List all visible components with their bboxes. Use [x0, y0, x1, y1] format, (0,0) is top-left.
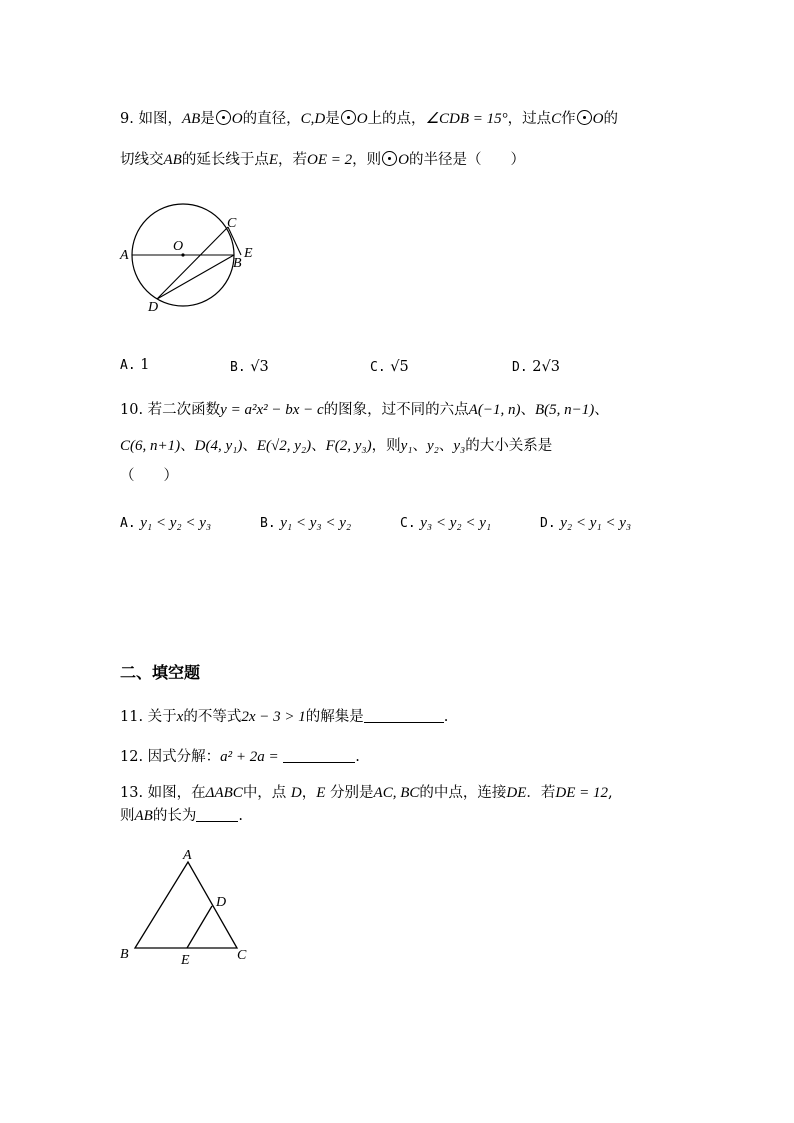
q10-text: 的图象，过不同的六点 [323, 402, 469, 418]
q11-text: 的解集是 [305, 709, 364, 725]
math-inequality: 2x − 3 > 1 [241, 709, 306, 725]
q9-option-d[interactable] [512, 357, 560, 378]
option-value: y₂ < y₁ < y₃ [560, 515, 632, 531]
q11-period: . [443, 709, 449, 725]
label-C: C [227, 216, 237, 231]
circle-dot-icon [216, 110, 231, 125]
math-O: O [231, 111, 243, 127]
q10-text: 、 [180, 438, 195, 454]
label-C: C [237, 948, 247, 963]
chord-DC [157, 227, 228, 299]
q13-triangle-figure [115, 845, 265, 970]
q12-number: 12. [120, 749, 144, 765]
q10-option-c[interactable] [400, 513, 491, 534]
q13-period: . [238, 808, 243, 824]
option-value: y₃ < y₂ < y₁ [420, 515, 492, 531]
math-DE-value: DE = 12 [555, 785, 609, 801]
q10-text: ，则 [371, 438, 401, 454]
q9-line-1 [120, 109, 618, 129]
q9-text: ，过点 [507, 111, 552, 127]
q11-number: 11. [120, 709, 144, 725]
q9-circle-figure [110, 195, 270, 320]
chord-DB [157, 255, 234, 299]
option-value: y₁ < y₂ < y₃ [140, 515, 212, 531]
math-E: E [268, 152, 278, 168]
q13-line-2 [120, 806, 243, 826]
option-value: 2√3 [532, 359, 560, 375]
q12-text: 因式分解： [147, 749, 221, 765]
math-O: O [592, 111, 604, 127]
math-y2: y₂ [427, 438, 439, 454]
q10-text: 若二次函数 [147, 402, 221, 418]
math-E: E [316, 785, 326, 801]
q10-line-2 [120, 436, 552, 456]
answer-blank[interactable] [196, 807, 238, 822]
label-E: E [181, 953, 190, 968]
q9-option-a[interactable] [120, 355, 150, 376]
math-point-D: D(4, y₁) [194, 438, 243, 454]
q9-text: 切线交 [120, 152, 164, 168]
q10-text: 、 [412, 438, 427, 454]
answer-paren: （ ） [120, 468, 178, 484]
q9-option-c[interactable] [370, 357, 409, 378]
option-label: C. [400, 516, 416, 531]
circle-dot-icon [577, 110, 592, 125]
math-point-C: C(6, n+1) [120, 438, 181, 454]
q13-text: 中，点 [242, 785, 291, 801]
q10-text: 、 [594, 402, 609, 418]
q13-text: ．若 [526, 785, 556, 801]
q9-line-2 [120, 150, 525, 170]
label-O: O [173, 239, 184, 254]
label-E: E [244, 246, 253, 261]
q10-number: 10. [120, 402, 144, 418]
math-CD: C,D [300, 111, 326, 127]
q10-text: 的大小关系是 [465, 438, 553, 454]
option-value: 1 [140, 357, 150, 373]
math-y1: y₁ [400, 438, 413, 454]
q10-option-a[interactable] [120, 513, 211, 534]
segment-DE [187, 906, 212, 948]
option-label: D. [512, 360, 528, 375]
math-AB: AB [181, 111, 201, 127]
q9-text: 的延长线于点 [181, 152, 269, 168]
q10-line-3 [120, 466, 178, 486]
tangent-CE [228, 227, 241, 255]
q12-period: . [355, 749, 360, 765]
math-point-F: F(2, y₃) [325, 438, 372, 454]
math-D: D [290, 785, 302, 801]
math-AC-BC: AC, BC [373, 785, 420, 801]
q9-text: 作 [561, 111, 576, 127]
q9-text: 是 [200, 111, 215, 127]
q10-text: 、 [438, 438, 454, 454]
label-A: A [120, 248, 129, 263]
q9-number: 9. [120, 111, 134, 127]
q10-text: 、 [520, 402, 535, 418]
q13-text: 如图，在 [147, 785, 206, 801]
q9-text: 的 [603, 111, 618, 127]
label-D: D [216, 895, 227, 910]
label-B: B [120, 947, 129, 962]
math-x: x [176, 709, 184, 725]
math-AB: AB [134, 808, 153, 824]
answer-blank[interactable] [283, 748, 355, 763]
math-point-B: B(5, n−1) [534, 402, 595, 418]
option-value: y₁ < y₃ < y₂ [280, 515, 352, 531]
label-A: A [183, 848, 192, 863]
q12-line [120, 747, 360, 767]
answer-blank[interactable] [364, 708, 444, 723]
q9-text: 的半径是（ ） [408, 152, 525, 168]
q13-number: 13. [120, 785, 144, 801]
option-label: A. [120, 358, 136, 373]
q13-line-1 [120, 783, 613, 803]
math-y3: y₃ [453, 438, 466, 454]
q9-text: 如图， [138, 111, 182, 127]
q13-text: 的中点，连接 [419, 785, 507, 801]
q10-text: 、 [311, 438, 326, 454]
option-value: √5 [390, 359, 409, 375]
math-point-A: A(−1, n) [468, 402, 521, 418]
q13-text: , [608, 785, 613, 801]
option-label: B. [230, 360, 246, 375]
label-D: D [148, 300, 159, 315]
math-triangle-ABC: ΔABC [205, 785, 243, 801]
option-value: √3 [250, 359, 269, 375]
option-label: C. [370, 360, 386, 375]
q11-line [120, 707, 448, 727]
label-B: B [233, 256, 242, 271]
q9-text: 是 [325, 111, 340, 127]
math-O: O [356, 111, 368, 127]
math-AB: AB [163, 152, 182, 168]
q9-text: ，则 [352, 152, 382, 168]
q13-text: 则 [120, 808, 135, 824]
q9-text: ，若 [278, 152, 307, 168]
math-DE: DE [506, 785, 527, 801]
q13-text: 分别是 [325, 785, 374, 801]
q10-option-b[interactable] [260, 513, 351, 534]
q10-option-d[interactable] [540, 513, 631, 534]
math-O: O [398, 152, 409, 168]
circle-dot-icon [382, 151, 397, 166]
q9-option-b[interactable] [230, 357, 269, 378]
q9-text: 上的点， [367, 111, 426, 127]
math-C: C [551, 111, 562, 127]
option-label: A. [120, 516, 136, 531]
math-OE: OE = 2 [307, 152, 353, 168]
option-label: B. [260, 516, 276, 531]
q13-text: ， [301, 785, 317, 801]
math-expression: a² + 2a = [220, 749, 279, 765]
q10-text: 、 [242, 438, 257, 454]
math-point-E: E(√2, y₂) [256, 438, 312, 454]
math-function: y = a²x² − bx − c [220, 402, 324, 418]
q9-text: 的直径， [242, 111, 301, 127]
q13-text: 的长为 [152, 808, 197, 824]
q10-line-1 [120, 400, 609, 420]
option-label: D. [540, 516, 556, 531]
math-angle-CDB: ∠CDB = 15° [425, 111, 508, 127]
circle-dot-icon [341, 110, 356, 125]
q11-text: 的不等式 [183, 709, 242, 725]
q11-text: 关于 [147, 709, 177, 725]
section-title: 二、填空题 [120, 663, 201, 682]
